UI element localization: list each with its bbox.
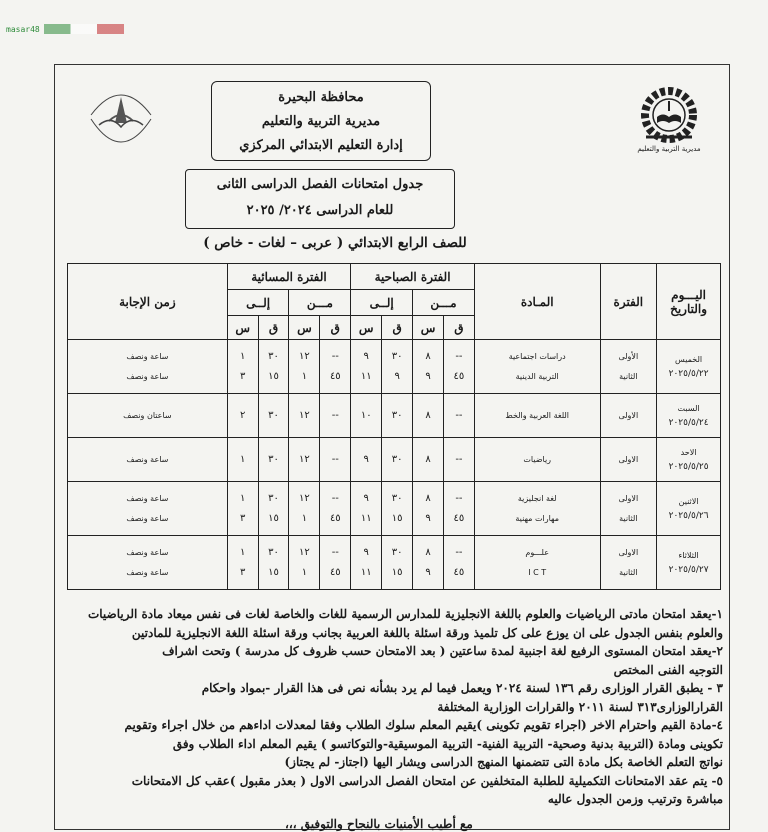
time-cell	[289, 536, 320, 590]
time-cell-value: --	[331, 350, 339, 362]
time-cell-value: --	[331, 546, 339, 558]
period-cell-value: الثانية	[619, 567, 638, 577]
grade-heading: للصف الرابع الابتدائي ( عربى – لغات - خاص )	[203, 235, 467, 251]
exam-date: ٢٠٢٥/٥/٢٦	[668, 510, 709, 521]
watermark	[6, 24, 124, 34]
table-row	[68, 340, 721, 394]
time-cell-value: ٩	[394, 370, 400, 382]
subject-cell-value: مهارات مهنية	[515, 513, 560, 523]
subject-cell	[474, 394, 600, 438]
note-line: التوجيه الفنى المختص	[613, 662, 723, 677]
gear-book-icon	[626, 81, 712, 145]
time-cell	[258, 482, 289, 536]
time-cell-value: ٩	[425, 512, 431, 524]
time-cell	[320, 438, 351, 482]
period-cell	[600, 482, 657, 536]
time-cell-value: ٩	[425, 566, 431, 578]
time-cell-value: ٩	[363, 546, 369, 558]
header-s: س	[351, 316, 382, 340]
period-cell-value: الاولى	[618, 547, 639, 557]
time-cell	[320, 536, 351, 590]
header-box	[211, 81, 431, 161]
period-cell-value: الاولى	[618, 454, 639, 464]
day-cell	[657, 438, 721, 482]
time-cell	[258, 394, 289, 438]
day-name: السبت	[677, 403, 700, 413]
time-cell-value: ٩	[363, 350, 369, 362]
exam-date: ٢٠٢٥/٥/٢٤	[668, 417, 709, 428]
duration-cell-value: ساعة ونصف	[126, 513, 169, 523]
subject-cell-value: التربية الدينية	[515, 371, 559, 381]
period-cell-value: الاولى	[618, 410, 639, 420]
day-cell	[657, 340, 721, 394]
header-day: اليـــوم والتاريخ	[657, 264, 721, 340]
header-evening-from: مـــن	[289, 290, 351, 316]
time-cell	[289, 394, 320, 438]
day-cell	[657, 482, 721, 536]
duration-cell-value: ساعتان ونصف	[123, 410, 172, 420]
time-cell-value: --	[455, 453, 463, 465]
time-cell-value: ١١	[360, 566, 372, 578]
header-evening: الفترة المسائية	[227, 264, 351, 290]
time-cell-value: --	[455, 350, 463, 362]
time-cell	[413, 536, 444, 590]
time-cell-value: ٩	[425, 370, 431, 382]
duration-cell	[68, 438, 228, 482]
period-cell-value: الأولى	[618, 351, 639, 361]
time-cell-value: ١	[239, 546, 246, 558]
time-cell	[382, 438, 413, 482]
time-cell	[382, 340, 413, 394]
day-name: الاحد	[680, 447, 697, 457]
time-cell-value: ١	[301, 566, 308, 578]
time-cell-value: ١٥	[268, 512, 279, 524]
day-cell	[657, 394, 721, 438]
note-line: ٤-مادة القيم واحترام الاخر (اجراء تقويم تكوينى )يقيم المعلم سلوك الطلاب وفقا لمعدلات اداءهم من خلال اجراء وتقويم	[124, 718, 723, 732]
time-cell-value: ٨	[425, 492, 431, 504]
exam-date: ٢٠٢٥/٥/٢٢	[668, 368, 709, 379]
time-cell-value: ١١	[360, 512, 372, 524]
time-cell-value: ٣٠	[391, 546, 403, 558]
exam-date: ٢٠٢٥/٥/٢٧	[668, 564, 709, 575]
emblem-icon	[71, 75, 171, 155]
time-cell-value: ٤٥	[453, 512, 465, 524]
exam-schedule-table	[67, 263, 721, 590]
duration-cell-value: ساعة ونصف	[126, 567, 169, 577]
note-line: ٣ - يطبق القرار الوزارى رقم ١٣٦ لسنة ٢٠٢٤ ويعمل فيما لم يرد بشأنه نص فى هذا القرار -بمواد واحكام	[201, 681, 723, 695]
time-cell-value: --	[331, 492, 339, 504]
time-cell	[289, 482, 320, 536]
time-cell	[227, 536, 258, 590]
header-morning-to: إلــى	[351, 290, 413, 316]
time-cell	[289, 340, 320, 394]
header-q: ق	[320, 316, 351, 340]
flag-icon	[44, 24, 124, 34]
time-cell	[413, 482, 444, 536]
time-cell	[413, 438, 444, 482]
period-cell-value: الثانية	[619, 371, 638, 381]
duration-cell-value: ساعة ونصف	[126, 493, 169, 503]
time-cell	[351, 438, 382, 482]
header-q: ق	[443, 316, 474, 340]
time-cell-value: ١	[239, 492, 246, 504]
governorate-name: محافظة البحيرة	[278, 90, 364, 105]
time-cell-value: ١٥	[268, 370, 279, 382]
exam-sheet	[54, 64, 730, 830]
time-cell	[351, 536, 382, 590]
time-cell-value: ١٢	[299, 350, 310, 362]
time-cell	[443, 394, 474, 438]
period-cell	[600, 536, 657, 590]
header-evening-to: إلــى	[227, 290, 289, 316]
time-cell-value: ٣٠	[268, 546, 279, 558]
time-cell-value: --	[455, 409, 463, 421]
header-morning-from: مـــن	[413, 290, 475, 316]
time-cell-value: ٨	[425, 453, 431, 465]
header-s: س	[413, 316, 444, 340]
table-row	[68, 482, 721, 536]
time-cell-value: ١٥	[268, 566, 279, 578]
subject-cell-value: لغة انجليزية	[517, 493, 557, 503]
note-line: تكوينى ومادة (التربية بدنية وصحية- التربية الفنية- التربية الموسيقية-والتوكاتسو ) يقيم المعلم اداء الطلاب وفق	[172, 736, 723, 751]
time-cell	[351, 482, 382, 536]
note-line: نواتج التعلم الخاصة بكل مادة التى تتضمنها المنهج الدراسى ويشار اليها (اجتاز- لم يجتاز)	[284, 755, 723, 769]
header-morning: الفترة الصباحية	[351, 264, 475, 290]
time-cell-value: ١٢	[299, 492, 310, 504]
time-cell-value: ١١	[360, 370, 372, 382]
time-cell-value: ٤٥	[453, 370, 465, 382]
time-cell-value: ٤٥	[329, 370, 341, 382]
time-cell-value: ١٠	[360, 409, 372, 421]
time-cell	[413, 394, 444, 438]
time-cell-value: ٣	[239, 566, 246, 578]
time-cell-value: --	[455, 492, 463, 504]
time-cell-value: ٣٠	[391, 453, 403, 465]
time-cell	[443, 438, 474, 482]
time-cell-value: --	[331, 453, 339, 465]
title-line-1: جدول امتحانات الفصل الدراسى الثانى	[216, 177, 424, 192]
subject-cell	[474, 536, 600, 590]
subject-cell	[474, 438, 600, 482]
time-cell-value: ٣٠	[268, 350, 279, 362]
time-cell	[320, 340, 351, 394]
time-cell	[351, 394, 382, 438]
time-cell-value: ١٢	[299, 453, 310, 465]
header-s: س	[289, 316, 320, 340]
time-cell-value: ١٢	[299, 409, 310, 421]
title-line-2: للعام الدراسى ٢٠٢٤/ ٢٠٢٥	[246, 203, 394, 218]
subject-cell-value: رياضيات	[523, 454, 552, 464]
time-cell-value: ٤٥	[329, 512, 341, 524]
subject-cell	[474, 482, 600, 536]
note-line: ٢-يعقد امتحان المستوى الرفيع لغة اجنبية لمدة ساعتين ( بعد الامتحان حسب ظروف كل مدرسة ) وتحت اشراف	[162, 644, 723, 658]
day-name: الثلاثاء	[678, 550, 699, 560]
time-cell	[443, 482, 474, 536]
time-cell-value: ١	[239, 453, 246, 465]
time-cell-value: ٩	[363, 453, 369, 465]
time-cell	[413, 340, 444, 394]
period-cell	[600, 340, 657, 394]
logo-caption: مديرية التربية والتعليم	[637, 145, 701, 153]
header-subject: المـادة	[474, 264, 600, 340]
table-row	[68, 438, 721, 482]
time-cell-value: ٤٥	[453, 566, 465, 578]
header-s: س	[227, 316, 258, 340]
subject-cell-value: اللغة العربية والخط	[505, 410, 570, 420]
directorate-name: مديرية التربية والتعليم	[261, 114, 381, 129]
time-cell	[382, 536, 413, 590]
note-line: القرارالوزارى٣١٣ لسنة ٢٠١١ والقرارات الوزارية المختلفة	[437, 699, 723, 714]
time-cell-value: ٩	[363, 492, 369, 504]
subject-cell	[474, 340, 600, 394]
time-cell-value: ٨	[425, 350, 431, 362]
duration-cell-value: ساعة ونصف	[126, 351, 169, 361]
time-cell	[382, 394, 413, 438]
time-cell	[227, 482, 258, 536]
header-duration: زمن الإجابة	[68, 264, 228, 340]
table-row	[68, 394, 721, 438]
day-cell	[657, 536, 721, 590]
time-cell-value: ٣٠	[268, 492, 279, 504]
time-cell-value: ٣٠	[391, 350, 403, 362]
note-line: مباشرة وترتيب وزمن الجدول عاليه	[547, 792, 723, 806]
time-cell-value: ١	[239, 350, 246, 362]
day-name: الخميس	[675, 354, 703, 364]
time-cell-value: ٣٠	[268, 409, 279, 421]
time-cell-value: ٨	[425, 546, 431, 558]
notes-section	[67, 605, 723, 809]
time-cell-value: ١٢	[299, 546, 310, 558]
time-cell	[443, 536, 474, 590]
note-line: ١-يعقد امتحان مادتى الرياضيات والعلوم باللغة الانجليزية للمدارس الرسمية للغات والخاصة لغات فى نفس ميعاد مادة الرياضيات	[87, 607, 723, 621]
time-cell	[258, 438, 289, 482]
time-cell	[258, 340, 289, 394]
directorate-logo	[619, 81, 719, 153]
period-cell-value: الاولى	[618, 493, 639, 503]
time-cell-value: ١	[301, 512, 308, 524]
time-cell	[320, 482, 351, 536]
subject-cell-value: دراسات اجتماعية	[508, 351, 566, 361]
table-row	[68, 536, 721, 590]
duration-cell	[68, 340, 228, 394]
time-cell-value: ٤٥	[329, 566, 341, 578]
time-cell-value: ٣	[239, 370, 246, 382]
time-cell-value: ١٥	[391, 512, 403, 524]
time-cell-value: ١	[301, 370, 308, 382]
header-q: ق	[258, 316, 289, 340]
time-cell-value: --	[455, 546, 463, 558]
period-cell	[600, 438, 657, 482]
time-cell	[227, 394, 258, 438]
header-q: ق	[382, 316, 413, 340]
closing-line: مع أطيب الأمنيات بالنجاح والتوفيق ،،،	[285, 817, 473, 831]
time-cell	[227, 438, 258, 482]
time-cell-value: ١٥	[391, 566, 403, 578]
ministry-logo-left	[71, 75, 171, 155]
time-cell	[443, 340, 474, 394]
duration-cell	[68, 536, 228, 590]
time-cell-value: ٢	[239, 409, 246, 421]
duration-cell	[68, 482, 228, 536]
note-line: ٥- يتم عقد الامتحانات التكميلية للطلبة المتخلفين عن امتحان الفصل الدراسى الاول ( بعذر مقبول )عقب كل الامتحانات	[131, 773, 723, 788]
note-line: والعلوم بنفس الجدول على ان يوزع على كل تلميذ ورقة اسئلة باللغة العربية بجانب ورقة اسئلة اللغة الانجليزية للمادتين	[131, 625, 723, 640]
time-cell	[289, 438, 320, 482]
header-period: الفترة	[600, 264, 657, 340]
time-cell-value: ٣٠	[268, 453, 279, 465]
watermark-text: masar48	[6, 24, 40, 34]
duration-cell	[68, 394, 228, 438]
exam-date: ٢٠٢٥/٥/٢٥	[668, 461, 709, 472]
time-cell-value: ٣٠	[391, 492, 403, 504]
time-cell	[227, 340, 258, 394]
duration-cell-value: ساعة ونصف	[126, 547, 169, 557]
time-cell-value: --	[331, 409, 339, 421]
period-cell	[600, 394, 657, 438]
time-cell	[382, 482, 413, 536]
day-name: الاثنين	[678, 496, 699, 506]
period-cell-value: الثانية	[619, 513, 638, 523]
administration-name: إدارة التعليم الابتدائي المركزي	[239, 138, 403, 153]
duration-cell-value: ساعة ونصف	[126, 454, 169, 464]
time-cell-value: ٣٠	[391, 409, 403, 421]
time-cell	[320, 394, 351, 438]
time-cell-value: ٨	[425, 409, 431, 421]
title-box	[185, 169, 455, 229]
subject-cell-value: I C T	[528, 567, 547, 577]
time-cell-value: ٣	[239, 512, 246, 524]
time-cell	[351, 340, 382, 394]
subject-cell-value: علـــوم	[525, 547, 549, 557]
duration-cell-value: ساعة ونصف	[126, 371, 169, 381]
time-cell	[258, 536, 289, 590]
